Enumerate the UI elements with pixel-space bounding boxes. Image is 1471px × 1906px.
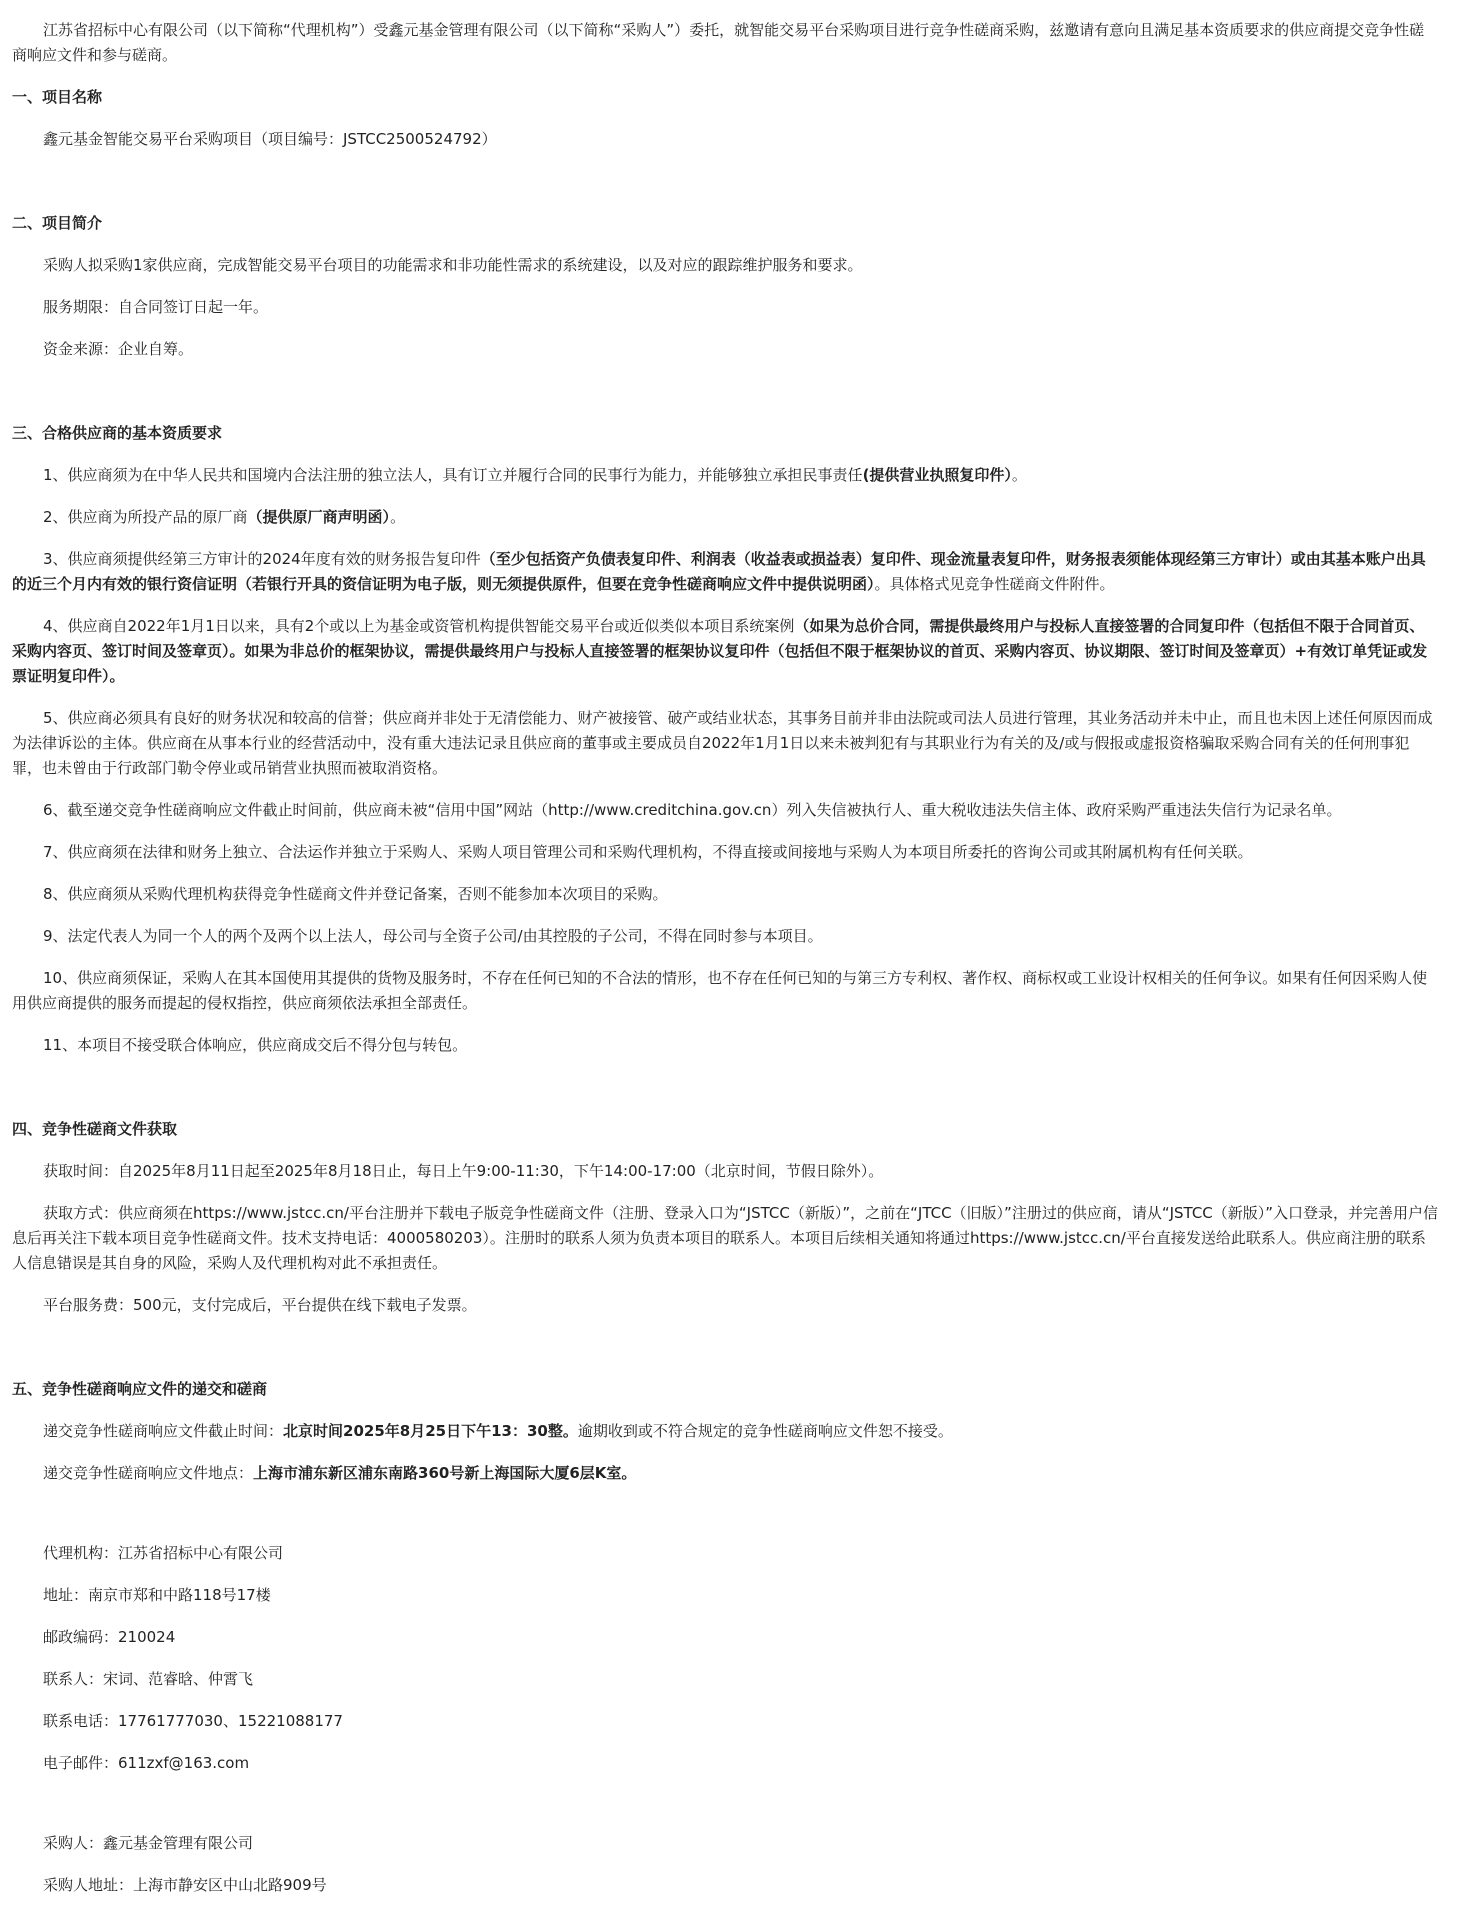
buyer-address: 采购人地址：上海市静安区中山北路909号: [43, 1876, 327, 1894]
requirement-4-emphasis: （如果为总价合同，需提供最终用户与投标人直接签署的合同复印件（包括但不限于合同首页、采购内容页、签订时间及签章页）。如果为非总价的框架协议，需提供最终用户与投标人直接签署的框架协议复印件（包括但不限于框架协议的首页、采购内容页、协议期限、签订时间及签章页）+有效订单凭证或发票证明复印件）。: [12, 617, 1428, 685]
requirement-1-end: 。: [1011, 466, 1027, 484]
requirement-2: [12, 505, 1439, 530]
requirement-7: 7、供应商须在法律和财务上独立、合法运作并独立于采购人、采购人项目管理公司和采购代理机构，不得直接或间接地与采购人为本项目所委托的咨询公司或其附属机构有任何关联。: [43, 843, 1253, 861]
requirement-2-end: 。: [390, 508, 406, 526]
location-value: 上海市浦东新区浦东南路360号新上海国际大厦6层K室。: [253, 1464, 637, 1482]
agency-email: 电子邮件：611zxf@163.com: [43, 1754, 250, 1772]
agency-postcode: 邮政编码：210024: [43, 1628, 176, 1646]
intro-paragraph: 江苏省招标中心有限公司（以下简称“代理机构”）受鑫元基金管理有限公司（以下简称“采购人”）委托，就智能交易平台采购项目进行竞争性磋商采购，兹邀请有意向且满足基本资质要求的供应商提交竞争性磋商响应文件和参与磋商。: [12, 21, 1425, 64]
project-name: 鑫元基金智能交易平台采购项目（项目编号：JSTCC2500524792）: [43, 130, 497, 148]
submission-location: [12, 1461, 1439, 1486]
project-summary: 采购人拟采购1家供应商，完成智能交易平台项目的功能需求和非功能性需求的系统建设，以及对应的跟踪维护服务和要求。: [43, 256, 863, 274]
deadline-note: 逾期收到或不符合规定的竞争性磋商响应文件恕不接受。: [577, 1422, 953, 1440]
buyer-name: 采购人：鑫元基金管理有限公司: [43, 1834, 254, 1852]
section-4-title: 四、竞争性磋商文件获取: [12, 1120, 178, 1138]
requirement-4: [12, 614, 1439, 689]
spacer: [12, 1335, 1439, 1377]
agency-phone: 联系电话：17761777030、15221088177: [43, 1712, 343, 1730]
requirement-3-text: 3、供应商须提供经第三方审计的2024年度有效的财务报告复印件: [43, 550, 481, 568]
requirement-1: [12, 463, 1439, 488]
agency-address: 地址：南京市郑和中路118号17楼: [43, 1586, 271, 1604]
deadline-label: 递交竞争性磋商响应文件截止时间：: [43, 1422, 284, 1440]
platform-fee: 平台服务费：500元，支付完成后，平台提供在线下载电子发票。: [43, 1296, 477, 1314]
requirement-10: 10、供应商须保证，采购人在其本国使用其提供的货物及服务时，不存在任何已知的不合法的情形，也不存在任何已知的与第三方专利权、著作权、商标权或工业设计权相关的任何争议。如果有任何因采购人使用供应商提供的服务而提起的侵权指控，供应商须依法承担全部责任。: [12, 969, 1428, 1012]
spacer: [12, 1793, 1439, 1831]
requirement-2-text: 2、供应商为所投产品的原厂商: [43, 508, 248, 526]
requirement-5: 5、供应商必须具有良好的财务状况和较高的信誉；供应商并非处于无清偿能力、财产被接管、破产或结业状态，其事务目前并非由法院或司法人员进行管理，其业务活动并未中止，而且也未因上述任何原因而成为法律诉讼的主体。供应商在从事本行业的经营活动中，没有重大违法记录且供应商的董事或主要成员自2022年1月1日以来未被判犯有与其职业行为有关的及/或与假报或虚报资格骗取采购合同有关的任何刑事犯罪，也未曾由于行政部门勒令停业或吊销营业执照而被取消资格。: [12, 709, 1433, 777]
obtain-method: 获取方式：供应商须在https://www.jstcc.cn/平台注册并下载电子版竞争性磋商文件（注册、登录入口为“JSTCC（新版）”，之前在“JTCC（旧版）”注册过的供应商，请从“JSTCC（新版）”入口登录，并完善用户信息后再关注下载本项目竞争性磋商文件。技术支持电话：4000580203）。注册时的联系人须为负责本项目的联系人。本项目后续相关通知将通过https://www.jstcc.cn/平台直接发送给此联系人。供应商注册的联系人信息错误是其自身的风险，采购人及代理机构对此不承担责任。: [12, 1204, 1439, 1272]
requirement-3-emphasis: （至少包括资产负债表复印件、利润表（收益表或损益表）复印件、现金流量表复印件，财务报表须能体现经第三方审计）或由其基本账户出具的近三个月内有效的银行资信证明（若银行开具的资信证明为电子版，则无须提供原件，但要在竞争性磋商响应文件中提供说明函）: [12, 550, 1426, 593]
section-5-title: 五、竞争性磋商响应文件的递交和磋商: [12, 1380, 268, 1398]
requirement-9: 9、法定代表人为同一个人的两个及两个以上法人，母公司与全资子公司/由其控股的子公司，不得在同时参与本项目。: [43, 927, 823, 945]
agency-name: 代理机构：江苏省招标中心有限公司: [43, 1544, 284, 1562]
requirement-2-emphasis: （提供原厂商声明函）: [247, 508, 391, 526]
service-period: 服务期限：自合同签订日起一年。: [43, 298, 269, 316]
section-3-title: 三、合格供应商的基本资质要求: [12, 424, 223, 442]
section-1-title: 一、项目名称: [12, 88, 103, 106]
section-2-title: 二、项目简介: [12, 214, 103, 232]
deadline-value: 北京时间2025年8月25日下午13：30整。: [283, 1422, 578, 1440]
location-label: 递交竞争性磋商响应文件地点：: [43, 1464, 254, 1482]
requirement-6: 6、截至递交竞争性磋商响应文件截止时间前，供应商未被“信用中国”网站（http://www.creditchina.gov.cn）列入失信被执行人、重大税收违法失信主体、政府采购严重违法失信行为记录名单。: [43, 801, 1342, 819]
spacer: [12, 1075, 1439, 1117]
requirement-3-end: 。具体格式见竞争性磋商文件附件。: [874, 575, 1115, 593]
spacer: [12, 379, 1439, 421]
requirement-4-text: 4、供应商自2022年1月1日以来，具有2个或以上为基金或资管机构提供智能交易平台或近似类似本项目系统案例: [43, 617, 795, 635]
spacer: [12, 169, 1439, 211]
requirement-1-text: 1、供应商须为在中华人民共和国境内合法注册的独立法人，具有订立并履行合同的民事行为能力，并能够独立承担民事责任: [43, 466, 863, 484]
spacer: [12, 1503, 1439, 1541]
submission-deadline: [12, 1419, 1439, 1444]
agency-contacts: 联系人：宋词、范睿晗、仲霄飞: [43, 1670, 254, 1688]
fund-source: 资金来源：企业自筹。: [43, 340, 194, 358]
requirement-1-emphasis: (提供营业执照复印件）: [862, 466, 1012, 484]
requirement-11: 11、本项目不接受联合体响应，供应商成交后不得分包与转包。: [43, 1036, 468, 1054]
requirement-3: [12, 547, 1439, 597]
obtain-time: 获取时间：自2025年8月11日起至2025年8月18日止，每日上午9:00-11:30，下午14:00-17:00（北京时间，节假日除外）。: [43, 1162, 884, 1180]
requirement-8: 8、供应商须从采购代理机构获得竞争性磋商文件并登记备案，否则不能参加本次项目的采购。: [43, 885, 668, 903]
